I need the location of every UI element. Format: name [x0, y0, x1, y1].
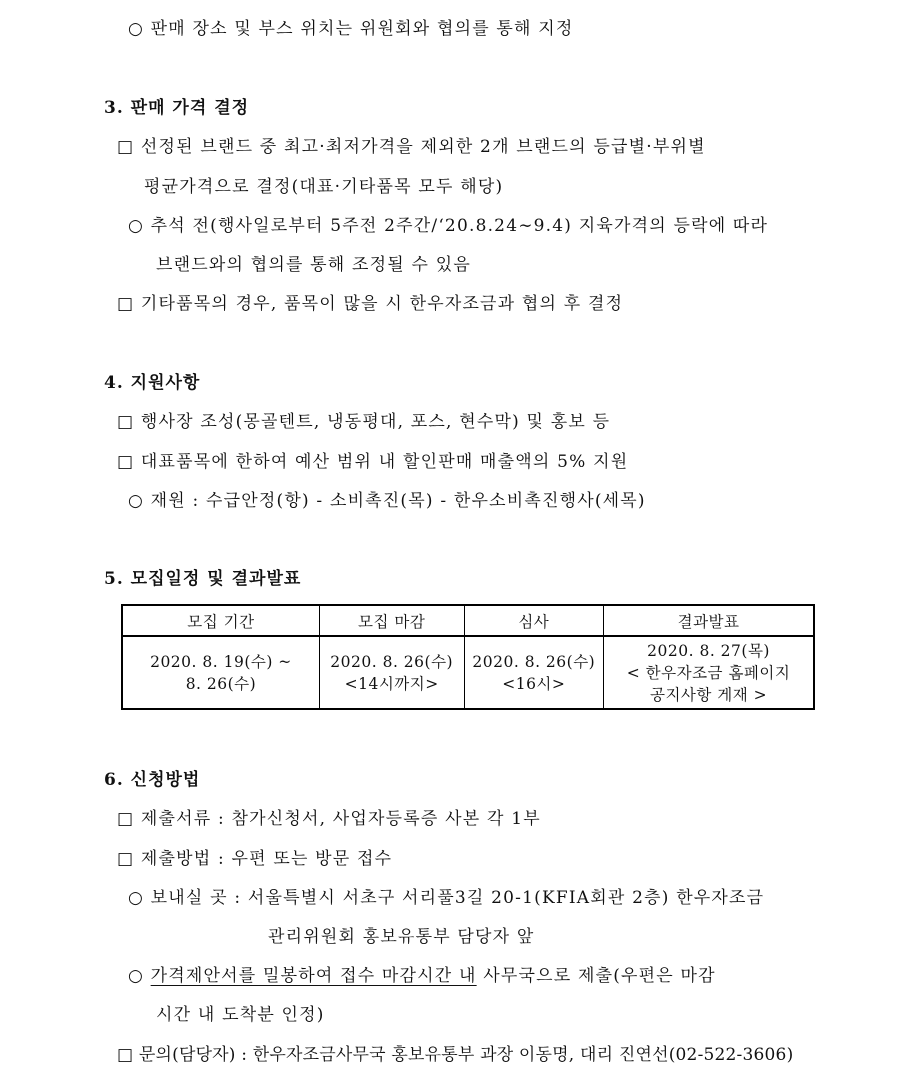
schedule-table: [121, 604, 815, 710]
section-6-sub-bullet-1: ○ 보내실 곳 : 서울특별시 서초구 서리풀3길 20-1(KFIA회관 2층) 한우자조금: [128, 888, 765, 908]
section-6-sub-bullet-1-cont: 관리위원회 홍보유통부 담당자 앞: [268, 927, 535, 947]
section-4-bullet-1: □ 행사장 조성(몽골텐트, 냉동평대, 포스, 현수막) 및 홍보 등: [117, 412, 611, 432]
notice-rest: 사무국으로 제출(우편은 마감: [476, 966, 716, 986]
intro-sub-bullet: ○ 판매 장소 및 부스 위치는 위원회와 협의를 통해 지정: [128, 19, 574, 39]
cell-review: [464, 636, 604, 709]
section-3-sub-bullet-cont: 브랜드와의 협의를 통해 조정될 수 있음: [156, 255, 471, 275]
schedule-header-row: [122, 605, 814, 636]
cell-text: 공지사항 게재 >: [649, 685, 768, 704]
cell-result-announcement: [604, 636, 814, 709]
section-6-bullet-3: □ 문의(담당자) : 한우자조금사무국 홍보유통부 과장 이동명, 대리 진연선(02-522-3606): [117, 1045, 794, 1065]
section-4-bullet-2: □ 대표품목에 한하여 예산 범위 내 할인판매 매출액의 5% 지원: [117, 452, 629, 472]
section-4-heading: 4. 지원사항: [104, 373, 201, 393]
section-3-bullet-1-cont: 평균가격으로 결정(대표·기타품목 모두 해당): [144, 177, 504, 197]
section-4-sub-bullet: ○ 재원 : 수급안정(항) - 소비촉진(목) - 한우소비촉진행사(세목): [128, 491, 646, 511]
section-3-bullet-2: □ 기타품목의 경우, 품목이 많을 시 한우자조금과 협의 후 결정: [117, 294, 624, 314]
section-3-sub-bullet: ○ 추석 전(행사일로부터 5주전 2주간/‘20.8.24∼9.4) 지육가격의 등락에 따라: [128, 216, 769, 236]
header-recruit-deadline: 모집 마감: [319, 605, 464, 636]
cell-text: 2020. 8. 19(수) ~: [150, 652, 292, 671]
cell-text: 2020. 8. 26(수): [330, 652, 454, 671]
header-recruit-period: 모집 기간: [122, 605, 319, 636]
section-3-heading: 3. 판매 가격 결정: [104, 98, 250, 118]
cell-text: 2020. 8. 26(수): [472, 652, 596, 671]
section-5-heading: 5. 모집일정 및 결과발표: [104, 569, 302, 589]
section-6-heading: 6. 신청방법: [104, 770, 201, 790]
cell-text: < 한우자조금 홈페이지: [626, 663, 791, 682]
header-review: 심사: [464, 605, 604, 636]
section-6-bullet-2: □ 제출방법 : 우편 또는 방문 접수: [117, 849, 393, 869]
cell-text: 8. 26(수): [185, 674, 257, 693]
cell-recruit-period: [122, 636, 319, 709]
cell-text: 2020. 8. 27(목): [647, 641, 770, 660]
section-3-bullet-1: □ 선정된 브랜드 중 최고·최저가격을 제외한 2개 브랜드의 등급별·부위별: [117, 137, 706, 157]
cell-text: <14시까지>: [344, 674, 439, 693]
schedule-row: [122, 636, 814, 709]
bullet-marker: ○: [128, 966, 151, 986]
cell-text: <16시>: [502, 674, 566, 693]
section-6-sub-bullet-2: [128, 961, 716, 986]
section-6-bullet-1: □ 제출서류 : 참가신청서, 사업자등록증 사본 각 1부: [117, 809, 541, 829]
header-result-announcement: 결과발표: [604, 605, 814, 636]
section-6-sub-bullet-2-cont: 시간 내 도착분 인정): [156, 1005, 325, 1025]
underlined-notice: 가격제안서를 밀봉하여 접수 마감시간 내: [150, 966, 477, 986]
cell-recruit-deadline: [319, 636, 464, 709]
